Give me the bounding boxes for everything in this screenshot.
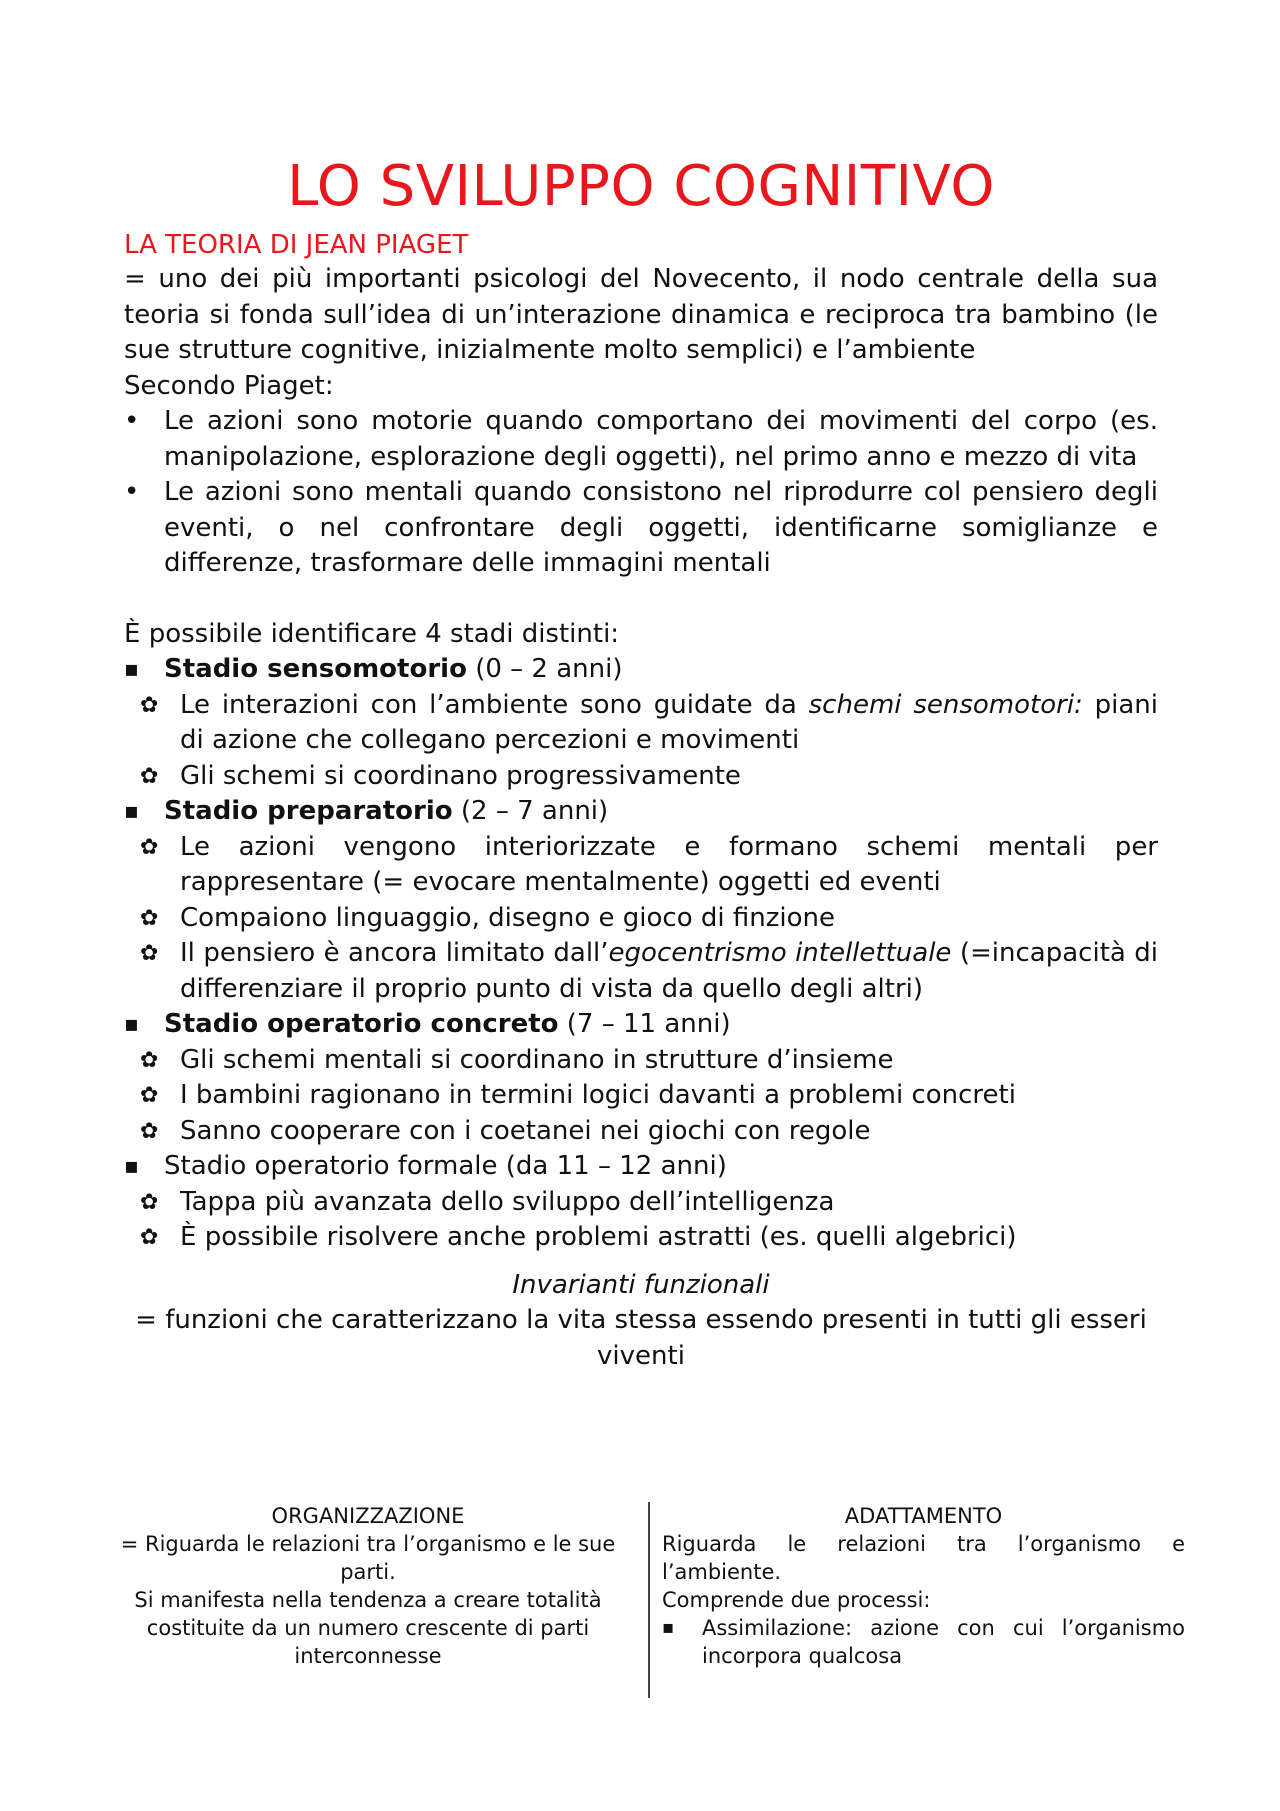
list-item: ✿ Gli schemi si coordinano progressivamente (124, 759, 1158, 795)
page-title: LO SVILUPPO COGNITIVO (287, 154, 995, 219)
stadio-age: (0 – 2 anni) (466, 654, 623, 684)
invarianti-definition: = funzioni che caratterizzano la vita stessa essendo presenti in tutti gli esseri viventi (135, 1305, 1147, 1371)
list-item: ✿ Gli schemi mentali si coordinano in strutture d’insieme (124, 1043, 1158, 1079)
text-span: Il pensiero è ancora limitato dall’ (180, 938, 609, 968)
list-item (124, 688, 1158, 759)
adattamento-column (650, 1502, 1185, 1698)
text-span: (=incapacità di differenziare il proprio punto di vista da quello degli altri) (180, 938, 1158, 1004)
column-header: ORGANIZZAZIONE (271, 1504, 465, 1528)
document-page (124, 0, 1158, 1374)
stadi-list (124, 652, 1158, 1256)
organizzazione-column (100, 1502, 648, 1698)
stadio-name: Stadio preparatorio (164, 796, 453, 826)
list-item: ✿ I bambini ragionano in termini logici davanti a problemi concreti (124, 1078, 1158, 1114)
list-item: • Le azioni sono mentali quando consistono nel riprodurre col pensiero degli eventi, o nel confrontare degli oggetti, identificarne somiglianze e differenze, trasformare delle immagini mentali (124, 475, 1158, 582)
italic-term: egocentrismo intellettuale (608, 938, 952, 968)
column-text: = Riguarda le relazioni tra l’organismo e le sue parti. (120, 1532, 616, 1584)
list-item: ✿ È possibile risolvere anche problemi astratti (es. quelli algebrici) (124, 1220, 1158, 1256)
list-item: ✿ Tappa più avanzata dello sviluppo dell’intelligenza (124, 1185, 1158, 1221)
list-item: • Le azioni sono motorie quando comportano dei movimenti del corpo (es. manipolazione, esplorazione degli oggetti), nel primo anno e mezzo di vita (124, 404, 1158, 475)
invarianti-table (100, 1502, 1185, 1698)
italic-term: schemi sensomotori: (808, 689, 1083, 720)
list-item (124, 936, 1158, 1007)
spacer (124, 582, 1158, 617)
column-text: Riguarda le relazioni tra l’organismo e l’ambiente. (662, 1532, 1185, 1584)
text-span: piani di azione che collegano percezioni e movimenti (180, 689, 1158, 755)
stadio-age: (2 – 7 anni) (452, 796, 609, 826)
list-item: ✿ Compaiono linguaggio, disegno e gioco di finzione (124, 901, 1158, 937)
secondo-label: Secondo Piaget: (124, 370, 334, 401)
column-text: Si manifesta nella tendenza a creare totalità costituite da un numero crescente di parti interconnesse (134, 1588, 602, 1668)
column-text: Comprende due processi: (662, 1588, 931, 1612)
stadio-heading (124, 1007, 1158, 1043)
invarianti-heading: Invarianti funzionali (512, 1269, 770, 1300)
stadio-name: Stadio operatorio concreto (164, 1009, 559, 1039)
stadi-intro: È possibile identificare 4 stadi distinti: (124, 618, 620, 649)
spacer (124, 1256, 1158, 1268)
section-subtitle: LA TEORIA DI JEAN PIAGET (124, 230, 469, 260)
intro-paragraph: = uno dei più importanti psicologi del Novecento, il nodo centrale della sua teoria si fonda sull’idea di un’interazione dinamica e reciproca tra bambino (le sue strutture cognitive, inizialmente molto semplici) e l’ambiente (124, 264, 1158, 365)
list-item: ✿ Le azioni vengono interiorizzate e formano schemi mentali per rappresentare (= evocare mentalmente) oggetti ed eventi (124, 830, 1158, 901)
stadio-heading (124, 652, 1158, 688)
document-body (124, 262, 1158, 1374)
list-item: ▪ Assimilazione: azione con cui l’organismo incorpora qualcosa (662, 1614, 1185, 1670)
list-item: ✿ Sanno cooperare con i coetanei nei giochi con regole (124, 1114, 1158, 1150)
stadio-age: (7 – 11 anni) (558, 1009, 731, 1039)
column-header: ADATTAMENTO (844, 1504, 1003, 1528)
azioni-list (124, 404, 1158, 582)
stadio-heading: ▪ Stadio operatorio formale (da 11 – 12 anni) (124, 1149, 1158, 1185)
stadio-name: Stadio sensomotorio (164, 654, 467, 684)
stadio-heading (124, 794, 1158, 830)
text-span: Le interazioni con l’ambiente sono guidate da (180, 689, 809, 720)
